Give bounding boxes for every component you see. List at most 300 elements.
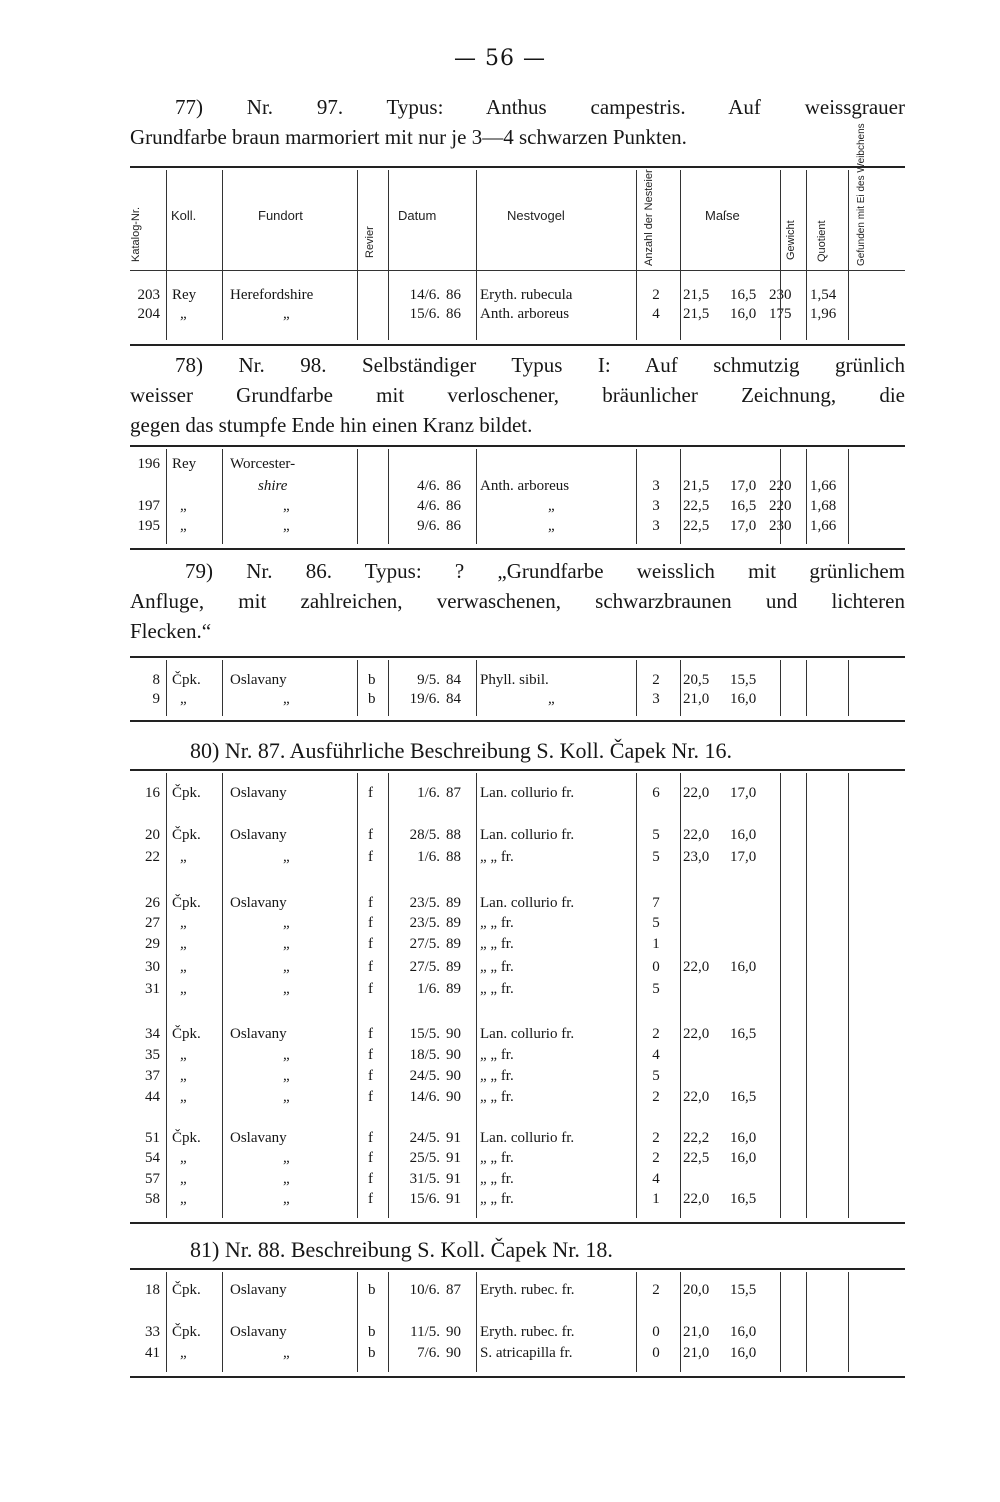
cell-gewicht: 220 — [769, 478, 792, 494]
cell-anzahl: 1 — [652, 936, 660, 952]
cell-revier: f — [368, 1150, 373, 1166]
column-rule — [388, 1272, 389, 1372]
section-79-line: 79) Nr. 86. Typus: ? „Grundfarbe weisslich mit grünlichem — [185, 559, 905, 583]
cell-jahr: 90 — [446, 1047, 461, 1063]
cell-nr: 195 — [137, 518, 160, 534]
cell-revier: b — [368, 672, 376, 688]
column-rule — [357, 449, 358, 544]
header-gefunden: Gefunden mit Ei des Weibchens — [856, 123, 867, 266]
section-77-text — [130, 92, 905, 152]
header-nestvogel: Nestvogel — [507, 208, 565, 223]
header-gewicht: Gewicht — [785, 220, 797, 260]
cell-jahr: 87 — [446, 785, 461, 801]
cell-jahr: 86 — [446, 306, 461, 322]
column-rule — [222, 773, 223, 1218]
cell-fundort: „ — [283, 1150, 290, 1166]
cell-fundort: „ — [283, 959, 290, 975]
page-number: — 56 — — [454, 46, 546, 71]
column-rule — [680, 1272, 681, 1372]
column-rule — [357, 1272, 358, 1372]
column-rule — [476, 449, 477, 544]
cell-koll: „ — [180, 981, 187, 997]
cell-anzahl: 5 — [652, 849, 660, 865]
cell-masse1: 21,5 — [683, 478, 710, 494]
cell-anzahl: 0 — [652, 959, 660, 975]
cell-jahr: 88 — [446, 827, 461, 843]
cell-anzahl: 5 — [652, 827, 660, 843]
cell-nr: 35 — [145, 1047, 160, 1063]
cell-nr: 37 — [145, 1068, 160, 1084]
cell-masse1: 22,0 — [683, 1089, 710, 1105]
cell-nestvogel: Lan. collurio fr. — [480, 895, 575, 911]
cell-masse1: 21,5 — [683, 287, 710, 303]
cell-datum: 15/6. — [409, 306, 440, 322]
cell-fundort: „ — [283, 691, 290, 707]
cell-revier: f — [368, 849, 373, 865]
cell-masse1: 22,0 — [683, 1026, 710, 1042]
cell-masse1: 22,2 — [683, 1130, 710, 1146]
cell-nr: 57 — [145, 1171, 160, 1187]
cell-fundort: „ — [283, 1089, 290, 1105]
cell-nr: 20 — [145, 827, 160, 843]
cell-nestvogel: „ „ fr. — [480, 1191, 514, 1207]
cell-koll: „ — [180, 959, 187, 975]
column-rule — [636, 660, 637, 716]
header-koll: Koll. — [171, 208, 197, 223]
cell-masse1: 20,0 — [683, 1282, 710, 1298]
cell-revier: f — [368, 959, 373, 975]
column-rule — [848, 773, 849, 1218]
cell-koll: Čpk. — [172, 827, 201, 843]
cell-datum: 4/6. — [417, 498, 440, 514]
column-rule — [848, 1272, 849, 1372]
column-rule — [357, 170, 358, 340]
cell-jahr: 89 — [446, 895, 461, 911]
column-rule — [636, 1272, 637, 1372]
table-79-bottom-rule — [130, 720, 905, 722]
cell-koll: Čpk. — [172, 1026, 201, 1042]
table-77-bottom-rule — [130, 344, 905, 346]
cell-nr: 58 — [145, 1191, 160, 1207]
cell-jahr: 90 — [446, 1068, 461, 1084]
cell-anzahl: 2 — [652, 672, 660, 688]
cell-masse1: 21,0 — [683, 1345, 710, 1361]
cell-jahr: 90 — [446, 1324, 461, 1340]
section-77-line: Grundfarbe braun marmoriert mit nur je 3—4 schwarzen Punkten. — [130, 125, 687, 149]
cell-koll: „ — [180, 1345, 187, 1361]
cell-koll: „ — [180, 306, 187, 322]
cell-fundort: Herefordshire — [230, 287, 314, 303]
cell-datum: 23/5. — [409, 895, 440, 911]
cell-fundort: „ — [283, 1068, 290, 1084]
cell-datum: 14/6. — [409, 1089, 440, 1105]
cell-anzahl: 7 — [652, 895, 660, 911]
section-80-heading: 80) Nr. 87. Ausführliche Beschreibung S. Koll. Čapek Nr. 16. — [190, 738, 732, 763]
cell-jahr: 89 — [446, 981, 461, 997]
cell-anzahl: 2 — [652, 1026, 660, 1042]
cell-anzahl: 5 — [652, 1068, 660, 1084]
cell-masse2: 16,0 — [730, 1150, 757, 1166]
cell-masse2: 16,0 — [730, 1130, 757, 1146]
cell-nestvogel: „ „ fr. — [480, 849, 514, 865]
cell-koll: Čpk. — [172, 895, 201, 911]
cell-quotient: 1,68 — [810, 498, 837, 514]
cell-fundort: Oslavany — [230, 785, 287, 801]
cell-masse1: 22,0 — [683, 1191, 710, 1207]
section-78-text — [130, 350, 905, 440]
cell-fundort: „ — [283, 1171, 290, 1187]
column-rule — [806, 773, 807, 1218]
cell-fundort: Oslavany — [230, 1282, 287, 1298]
table-header-bottom-rule — [130, 270, 905, 271]
column-rule — [357, 773, 358, 1218]
cell-koll: „ — [180, 915, 187, 931]
cell-fundort: „ — [283, 1191, 290, 1207]
cell-jahr: 86 — [446, 287, 461, 303]
cell-revier: f — [368, 1026, 373, 1042]
column-rule — [848, 170, 849, 340]
cell-anzahl: 3 — [652, 498, 660, 514]
cell-nestvogel: „ „ fr. — [480, 1171, 514, 1187]
cell-nestvogel: S. atricapilla fr. — [480, 1345, 573, 1361]
cell-datum: 24/5. — [409, 1130, 440, 1146]
cell-nestvogel: „ „ fr. — [480, 981, 514, 997]
cell-revier: f — [368, 1191, 373, 1207]
cell-masse1: 20,5 — [683, 672, 710, 688]
cell-fundort: shire — [258, 478, 288, 494]
cell-masse1: 22,5 — [683, 1150, 710, 1166]
cell-datum: 4/6. — [417, 478, 440, 494]
cell-fundort: „ — [283, 518, 290, 534]
column-rule — [166, 1272, 167, 1372]
cell-datum: 25/5. — [409, 1150, 440, 1166]
cell-datum: 9/5. — [417, 672, 440, 688]
column-rule — [806, 449, 807, 544]
table-79-top-rule — [130, 656, 905, 658]
cell-nestvogel: Eryth. rubecula — [480, 287, 573, 303]
cell-nestvogel: Eryth. rubec. fr. — [480, 1282, 575, 1298]
cell-revier: f — [368, 1047, 373, 1063]
cell-datum: 14/6. — [409, 287, 440, 303]
cell-nr: 26 — [145, 895, 160, 911]
cell-nr: 9 — [152, 691, 160, 707]
cell-jahr: 91 — [446, 1150, 461, 1166]
header-fundort: Fundort — [258, 208, 303, 223]
cell-datum: 28/5. — [409, 827, 440, 843]
column-rule — [680, 170, 681, 340]
cell-jahr: 89 — [446, 915, 461, 931]
cell-nestvogel: Anth. arboreus — [480, 478, 570, 494]
cell-masse2: 16,0 — [730, 306, 757, 322]
column-rule — [636, 170, 637, 340]
cell-datum: 19/6. — [409, 691, 440, 707]
column-rule — [780, 660, 781, 716]
header-datum: Datum — [398, 208, 437, 223]
column-rule — [780, 773, 781, 1218]
cell-masse2: 16,5 — [730, 1089, 757, 1105]
cell-quotient: 1,96 — [810, 306, 837, 322]
header-katalog-nr: Katalog-Nr. — [130, 206, 142, 262]
cell-nestvogel: „ „ fr. — [480, 1150, 514, 1166]
cell-nestvogel: „ „ fr. — [480, 959, 514, 975]
cell-jahr: 86 — [446, 478, 461, 494]
cell-fundort: „ — [283, 1047, 290, 1063]
cell-anzahl: 2 — [652, 1150, 660, 1166]
cell-anzahl: 4 — [652, 306, 660, 322]
cell-jahr: 89 — [446, 959, 461, 975]
section-78-line: weisser Grundfarbe mit verloschener, bräunlicher Zeichnung, die — [130, 383, 905, 407]
column-rule — [222, 170, 223, 340]
cell-masse2: 16,0 — [730, 959, 757, 975]
cell-nestvogel: Eryth. rubec. fr. — [480, 1324, 575, 1340]
cell-nestvogel: Lan. collurio fr. — [480, 785, 575, 801]
cell-koll: Čpk. — [172, 1324, 201, 1340]
column-rule — [848, 660, 849, 716]
cell-jahr: 90 — [446, 1345, 461, 1361]
cell-fundort: „ — [283, 981, 290, 997]
cell-datum: 27/5. — [409, 959, 440, 975]
cell-masse2: 15,5 — [730, 1282, 757, 1298]
cell-jahr: 87 — [446, 1282, 461, 1298]
cell-koll: „ — [180, 936, 187, 952]
cell-revier: f — [368, 981, 373, 997]
column-rule — [848, 449, 849, 544]
cell-masse2: 16,0 — [730, 827, 757, 843]
column-rule — [476, 660, 477, 716]
cell-nestvogel: „ — [548, 498, 555, 514]
table-header-top-rule — [130, 166, 905, 168]
cell-anzahl: 3 — [652, 518, 660, 534]
section-78-line: 78) Nr. 98. Selbständiger Typus I: Auf schmutzig grünlich — [175, 353, 905, 377]
cell-masse2: 16,0 — [730, 1345, 757, 1361]
cell-datum: 1/6. — [417, 785, 440, 801]
cell-fundort: „ — [283, 306, 290, 322]
cell-nestvogel: Lan. collurio fr. — [480, 827, 575, 843]
cell-nestvogel: Lan. collurio fr. — [480, 1026, 575, 1042]
cell-nestvogel: „ „ fr. — [480, 936, 514, 952]
cell-nestvogel: Lan. collurio fr. — [480, 1130, 575, 1146]
column-rule — [388, 170, 389, 340]
cell-fundort: Oslavany — [230, 1130, 287, 1146]
cell-masse1: 21,0 — [683, 691, 710, 707]
column-rule — [680, 660, 681, 716]
cell-koll: Rey — [172, 456, 197, 472]
cell-revier: f — [368, 785, 373, 801]
column-rule — [222, 660, 223, 716]
column-rule — [166, 449, 167, 544]
cell-nestvogel: „ „ fr. — [480, 1089, 514, 1105]
cell-fundort: „ — [283, 936, 290, 952]
cell-fundort: Worcester- — [230, 456, 296, 472]
column-rule — [636, 773, 637, 1218]
cell-fundort: „ — [283, 915, 290, 931]
column-rule — [357, 660, 358, 716]
section-79-line: Flecken.“ — [130, 619, 212, 643]
cell-nestvogel: Phyll. sibil. — [480, 672, 549, 688]
cell-nr: 204 — [137, 306, 160, 322]
column-rule — [636, 449, 637, 544]
cell-gewicht: 220 — [769, 498, 792, 514]
column-rule — [806, 1272, 807, 1372]
cell-koll: Rey — [172, 287, 197, 303]
cell-revier: b — [368, 1345, 376, 1361]
cell-fundort: Oslavany — [230, 1026, 287, 1042]
column-rule — [780, 170, 781, 340]
cell-jahr: 84 — [446, 691, 461, 707]
cell-anzahl: 3 — [652, 478, 660, 494]
cell-nestvogel: „ — [548, 518, 555, 534]
cell-nr: 16 — [145, 785, 160, 801]
cell-nr: 34 — [145, 1026, 160, 1042]
cell-nr: 203 — [137, 287, 160, 303]
cell-gewicht: 175 — [769, 306, 792, 322]
cell-masse2: 16,0 — [730, 1324, 757, 1340]
cell-masse2: 16,5 — [730, 287, 757, 303]
cell-jahr: 86 — [446, 518, 461, 534]
cell-koll: Čpk. — [172, 1130, 201, 1146]
header-quotient: Quotient — [816, 220, 828, 262]
cell-nr: 29 — [145, 936, 160, 952]
cell-anzahl: 2 — [652, 1130, 660, 1146]
cell-fundort: „ — [283, 498, 290, 514]
column-rule — [166, 170, 167, 340]
cell-fundort: „ — [283, 1345, 290, 1361]
cell-revier: f — [368, 895, 373, 911]
cell-masse2: 17,0 — [730, 518, 757, 534]
cell-anzahl: 2 — [652, 1282, 660, 1298]
header-anzahl: Anzahl der Nesteier — [643, 169, 655, 266]
cell-datum: 18/5. — [409, 1047, 440, 1063]
cell-koll: Čpk. — [172, 785, 201, 801]
cell-koll: „ — [180, 498, 187, 514]
cell-masse1: 22,0 — [683, 785, 710, 801]
cell-fundort: Oslavany — [230, 672, 287, 688]
section-77-line: 77) Nr. 97. Typus: Anthus campestris. Auf weissgrauer — [175, 95, 905, 119]
column-rule — [388, 660, 389, 716]
column-rule — [780, 449, 781, 544]
cell-datum: 24/5. — [409, 1068, 440, 1084]
cell-masse2: 16,5 — [730, 1191, 757, 1207]
table-80-top-rule — [130, 769, 905, 771]
cell-nr: 27 — [145, 915, 160, 931]
cell-datum: 9/6. — [417, 518, 440, 534]
column-rule — [680, 449, 681, 544]
section-79-text — [130, 556, 905, 646]
cell-revier: b — [368, 1324, 376, 1340]
cell-datum: 31/5. — [409, 1171, 440, 1187]
column-rule — [388, 449, 389, 544]
cell-jahr: 90 — [446, 1089, 461, 1105]
cell-jahr: 91 — [446, 1171, 461, 1187]
table-80-bottom-rule — [130, 1222, 905, 1224]
cell-anzahl: 4 — [652, 1047, 660, 1063]
cell-anzahl: 1 — [652, 1191, 660, 1207]
cell-fundort: Oslavany — [230, 827, 287, 843]
cell-nr: 31 — [145, 981, 160, 997]
cell-jahr: 91 — [446, 1191, 461, 1207]
cell-koll: Čpk. — [172, 1282, 201, 1298]
cell-koll: „ — [180, 1047, 187, 1063]
cell-datum: 1/6. — [417, 981, 440, 997]
cell-quotient: 1,54 — [810, 287, 837, 303]
cell-koll: „ — [180, 518, 187, 534]
cell-nestvogel: Anth. arboreus — [480, 306, 570, 322]
table-78-bottom-rule — [130, 548, 905, 550]
column-rule — [476, 773, 477, 1218]
cell-anzahl: 0 — [652, 1345, 660, 1361]
cell-masse1: 21,0 — [683, 1324, 710, 1340]
column-rule — [680, 773, 681, 1218]
cell-masse1: 21,5 — [683, 306, 710, 322]
cell-nestvogel: „ „ fr. — [480, 1068, 514, 1084]
cell-jahr: 91 — [446, 1130, 461, 1146]
cell-masse2: 17,0 — [730, 478, 757, 494]
cell-jahr: 89 — [446, 936, 461, 952]
cell-anzahl: 2 — [652, 1089, 660, 1105]
column-rule — [806, 660, 807, 716]
cell-revier: b — [368, 691, 376, 707]
cell-anzahl: 4 — [652, 1171, 660, 1187]
cell-datum: 23/5. — [409, 915, 440, 931]
cell-revier: f — [368, 915, 373, 931]
cell-quotient: 1,66 — [810, 518, 837, 534]
cell-jahr: 86 — [446, 498, 461, 514]
cell-jahr: 90 — [446, 1026, 461, 1042]
cell-masse2: 17,0 — [730, 785, 757, 801]
cell-nr: 22 — [145, 849, 160, 865]
cell-revier: f — [368, 936, 373, 952]
cell-revier: f — [368, 1089, 373, 1105]
table-81-bottom-rule — [130, 1376, 905, 1378]
column-rule — [806, 170, 807, 340]
cell-fundort: „ — [283, 849, 290, 865]
cell-masse1: 22,5 — [683, 518, 710, 534]
cell-koll: „ — [180, 1089, 187, 1105]
cell-datum: 15/5. — [409, 1026, 440, 1042]
cell-jahr: 84 — [446, 672, 461, 688]
cell-anzahl: 6 — [652, 785, 660, 801]
cell-quotient: 1,66 — [810, 478, 837, 494]
cell-datum: 27/5. — [409, 936, 440, 952]
cell-koll: „ — [180, 1191, 187, 1207]
cell-nr: 18 — [145, 1282, 160, 1298]
cell-nr: 33 — [145, 1324, 160, 1340]
section-81-heading: 81) Nr. 88. Beschreibung S. Koll. Čapek Nr. 18. — [190, 1237, 613, 1262]
table-81-top-rule — [130, 1268, 905, 1270]
cell-jahr: 88 — [446, 849, 461, 865]
column-rule — [222, 449, 223, 544]
cell-masse1: 22,0 — [683, 959, 710, 975]
cell-revier: f — [368, 1130, 373, 1146]
cell-datum: 1/6. — [417, 849, 440, 865]
cell-masse2: 16,5 — [730, 498, 757, 514]
cell-nestvogel: „ „ fr. — [480, 915, 514, 931]
cell-masse1: 23,0 — [683, 849, 710, 865]
header-revier: Revier — [364, 226, 376, 258]
table-78-top-rule — [130, 445, 905, 447]
cell-masse1: 22,0 — [683, 827, 710, 843]
cell-nr: 196 — [137, 456, 160, 472]
cell-masse2: 15,5 — [730, 672, 757, 688]
cell-nr: 8 — [152, 672, 160, 688]
section-78-line: gegen das stumpfe Ende hin einen Kranz bildet. — [130, 413, 533, 437]
cell-datum: 15/6. — [409, 1191, 440, 1207]
column-rule — [780, 1272, 781, 1372]
cell-anzahl: 2 — [652, 287, 660, 303]
cell-masse2: 17,0 — [730, 849, 757, 865]
cell-koll: „ — [180, 1068, 187, 1084]
cell-nestvogel: „ „ fr. — [480, 1047, 514, 1063]
